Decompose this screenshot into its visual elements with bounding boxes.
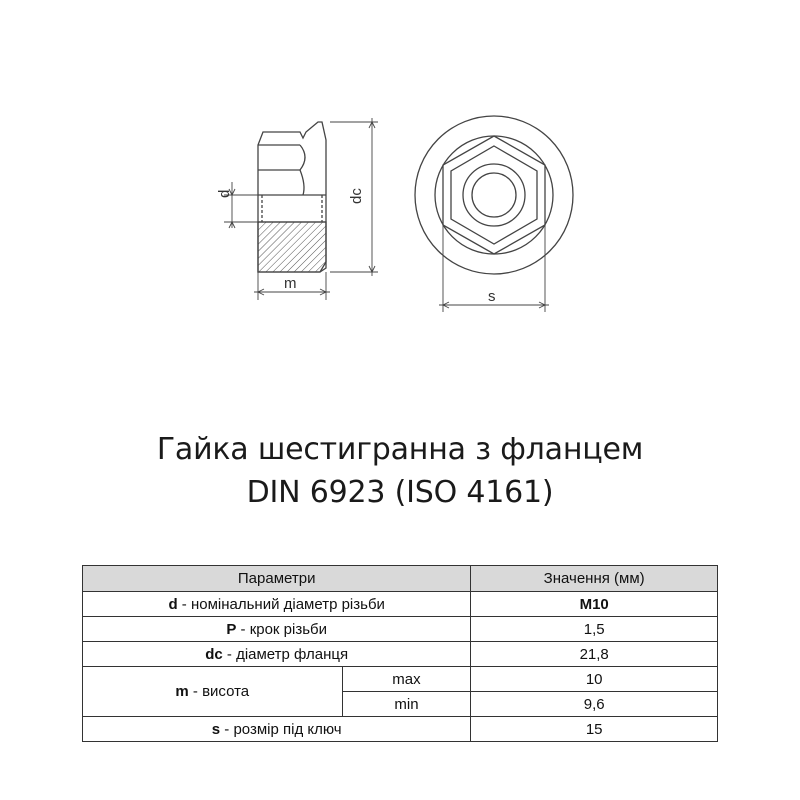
front-view: [415, 116, 573, 274]
table-row: [83, 667, 718, 692]
side-view: [258, 122, 326, 272]
value-cell: 10: [471, 667, 718, 692]
table-row: [83, 717, 718, 742]
value-cell: M10: [471, 592, 718, 617]
max-label-cell: max: [342, 667, 471, 692]
table-row: [83, 617, 718, 642]
product-standard: DIN 6923 (ISO 4161): [246, 475, 554, 510]
value-cell: 21,8: [471, 642, 718, 667]
value-cell: 1,5: [471, 617, 718, 642]
header-value: Значення (мм): [471, 566, 718, 592]
label-s: s: [488, 288, 496, 305]
param-cell: d - номінальний діаметр різьби: [83, 592, 471, 617]
header-param: Параметри: [83, 566, 471, 592]
label-m: m: [284, 275, 297, 292]
label-dc: dc: [348, 188, 365, 204]
param-cell: P - крок різьби: [83, 617, 471, 642]
dim-d: [224, 182, 258, 228]
spec-table: [82, 565, 718, 742]
technical-drawing: [0, 0, 800, 330]
value-cell: 9,6: [471, 692, 718, 717]
table-row: [83, 592, 718, 617]
param-cell: dc - діаметр фланця: [83, 642, 471, 667]
table-header-row: [83, 566, 718, 592]
table-row: [83, 642, 718, 667]
param-cell: s - розмір під ключ: [83, 717, 471, 742]
product-title: Гайка шестигранна з фланцем: [156, 432, 644, 467]
value-cell: 15: [471, 717, 718, 742]
label-d: d: [216, 189, 233, 198]
param-cell: m - висота: [83, 667, 343, 717]
min-label-cell: min: [342, 692, 471, 717]
